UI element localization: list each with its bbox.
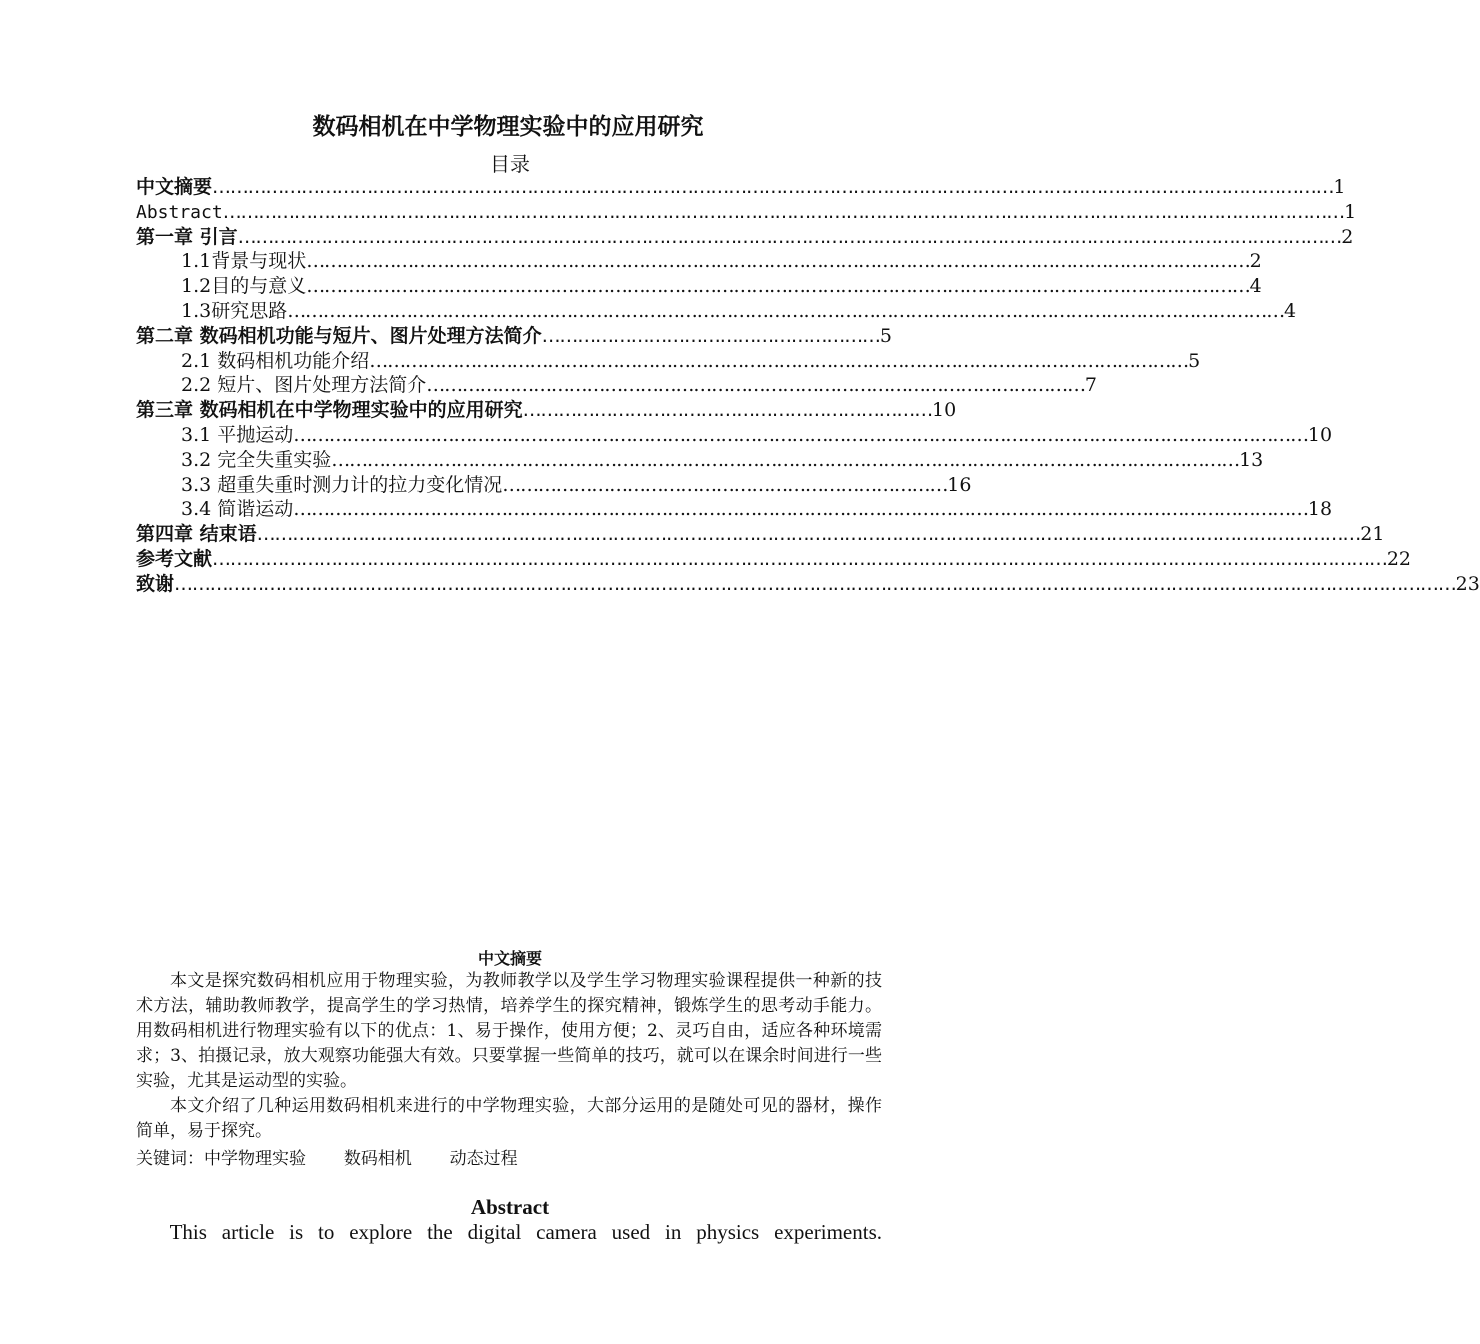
- abstract-cn-paragraph: 本文是探究数码相机应用于物理实验，为教师教学以及学生学习物理实验课程提供一种新的技术方法，辅助教师教学，提高学生的学习热情，培养学生的探究精神，锻炼学生的思考动手能力。用数码相机进行物理实验有以下的优点：1、易于操作，使用方便；2、灵巧自由，适应各种环境需求；3、拍摄记录，放大观察功能强大有效。只要掌握一些简单的技巧，就可以在课余时间进行一些实验，尤其是运动型的实验。: [136, 971, 882, 1091]
- keyword: 动态过程: [449, 1149, 518, 1169]
- toc-entry-label: 第三章 数码相机在中学物理实验中的应用研究: [136, 399, 523, 422]
- toc-page-number: 2: [1249, 250, 1262, 273]
- toc-entry-label: 致谢: [136, 572, 175, 595]
- toc-leader-dots: ……………………………………………………………………………………………………………………………………………………: [287, 299, 1285, 322]
- toc-leader-dots: ……………………………………………………………………………………………………………………………………………: [306, 275, 1250, 298]
- toc-page-number: 4: [1284, 299, 1297, 322]
- toc-leader-dots: …………………………………………………………………………………………………………………………: [369, 349, 1189, 372]
- toc-heading: 目录: [490, 152, 530, 176]
- toc-entry[interactable]: [136, 448, 1264, 473]
- toc-entry[interactable]: [136, 572, 1480, 597]
- toc-page-number: 23: [1455, 572, 1480, 595]
- toc-entry[interactable]: [136, 299, 1297, 324]
- toc-leader-dots: …………………………………………………………………………………………………: [426, 374, 1085, 397]
- toc-page-number: 18: [1307, 498, 1333, 521]
- toc-leader-dots: ……………………………………………………………………………………………………………………………………………………………………: [256, 523, 1361, 546]
- abstract-en-first-line: This article is to explore the digital camera used in physics experiments.: [169, 1220, 882, 1244]
- toc-entry-label: 3.1 平抛运动: [181, 423, 294, 446]
- toc-page-number: 2: [1341, 225, 1354, 248]
- toc-page-number: 7: [1084, 374, 1097, 397]
- toc-leader-dots: ………………………………………………………………………………………………………………………………………………………: [293, 423, 1308, 446]
- toc-entry[interactable]: [136, 274, 1262, 299]
- toc-entry-label: 1.2目的与意义: [181, 275, 307, 298]
- toc-leader-dots: ………………………………………………………………………………………………………………………………………………………: [293, 498, 1308, 521]
- toc-leader-dots: ………………………………………………………………………………………………………………………………………………………………………: [222, 200, 1345, 223]
- abstract-cn-heading: 中文摘要: [477, 949, 542, 968]
- toc-entry-label: 中文摘要: [136, 176, 213, 198]
- toc-entry-label: 第四章 结束语: [136, 523, 257, 546]
- toc-entry-label: 2.1 数码相机功能介绍: [181, 349, 370, 372]
- toc-leader-dots: ……………………………………………………………………………………………………………………………………………: [306, 250, 1250, 273]
- toc-entry[interactable]: [136, 398, 957, 423]
- toc-leader-dots: ………………………………………………………………………………………………………………………………………: [331, 448, 1240, 471]
- toc-page-number: 5: [879, 324, 892, 347]
- toc-page-number: 22: [1386, 547, 1412, 570]
- table-of-contents: [136, 175, 1480, 597]
- toc-entry[interactable]: [136, 373, 1097, 398]
- toc-page-number: 4: [1249, 275, 1262, 298]
- toc-entry-label: Abstract: [136, 201, 223, 223]
- toc-leader-dots: ………………………………………………………………………………………………………………………………………………………………………………: [212, 547, 1387, 570]
- toc-leader-dots: …………………………………………………: [541, 324, 880, 347]
- keyword: 数码相机: [343, 1149, 412, 1169]
- toc-page-number: 1: [1333, 176, 1346, 198]
- toc-entry[interactable]: [136, 175, 1346, 200]
- toc-page-number: 10: [932, 399, 957, 422]
- toc-entry-label: 1.3研究思路: [181, 299, 288, 322]
- toc-entry[interactable]: [136, 547, 1412, 572]
- toc-entry[interactable]: [136, 324, 892, 349]
- toc-entry[interactable]: [136, 249, 1262, 274]
- toc-entry[interactable]: [136, 522, 1385, 547]
- toc-entry[interactable]: [136, 423, 1333, 448]
- toc-page-number: 5: [1188, 349, 1201, 372]
- toc-entry-label: 第二章 数码相机功能与短片、图片处理方法简介: [136, 324, 542, 347]
- toc-page-number: 1: [1344, 200, 1357, 223]
- toc-entry-label: 3.4 简谐运动: [181, 498, 294, 521]
- toc-page-number: 21: [1360, 523, 1385, 546]
- toc-entry-label: 3.2 完全失重实验: [181, 448, 332, 471]
- keywords-label: 关键词：: [136, 1149, 204, 1169]
- abstract-cn-paragraph: 本文介绍了几种运用数码相机来进行的中学物理实验，大部分运用的是随处可见的器材，操作简单，易于探究。: [136, 1096, 882, 1141]
- toc-entry-label: 2.2 短片、图片处理方法简介: [181, 374, 427, 397]
- toc-leader-dots: ……………………………………………………………: [522, 399, 933, 422]
- toc-leader-dots: …………………………………………………………………: [502, 473, 948, 496]
- toc-entry[interactable]: [136, 473, 972, 498]
- toc-entry[interactable]: [136, 349, 1201, 374]
- toc-page-number: 13: [1239, 448, 1264, 471]
- keywords-line: [136, 1144, 518, 1169]
- toc-entry-label: 3.3 超重失重时测力计的拉力变化情况: [181, 473, 503, 496]
- abstract-cn-body: [136, 969, 882, 1144]
- toc-leader-dots: ………………………………………………………………………………………………………………………………………………………………………………………………: [174, 572, 1456, 595]
- toc-page-number: 10: [1307, 423, 1333, 446]
- toc-entry[interactable]: [136, 497, 1333, 522]
- toc-leader-dots: ………………………………………………………………………………………………………………………………………………………………………: [212, 176, 1334, 198]
- toc-entry-label: 参考文献: [136, 547, 213, 570]
- toc-entry-label: 1.1背景与现状: [181, 250, 307, 273]
- document-title: 数码相机在中学物理实验中的应用研究: [312, 114, 704, 140]
- toc-page-number: 16: [947, 473, 972, 496]
- abstract-en-heading: Abstract: [470, 1195, 550, 1219]
- toc-entry[interactable]: [136, 225, 1354, 250]
- toc-entry[interactable]: [136, 200, 1357, 225]
- toc-entry-label: 第一章 引言: [136, 225, 238, 248]
- toc-leader-dots: ……………………………………………………………………………………………………………………………………………………………………: [237, 225, 1342, 248]
- keyword: 中学物理实验: [204, 1149, 306, 1169]
